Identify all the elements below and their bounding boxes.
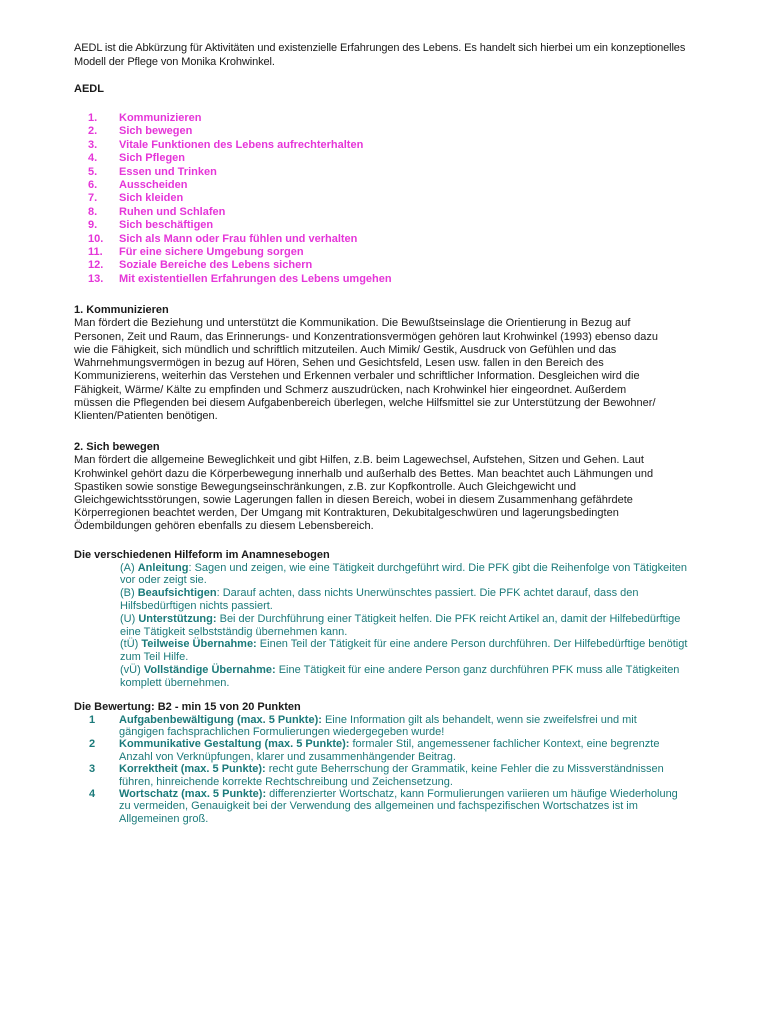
aedl-list bbox=[74, 112, 714, 286]
intro-line-1: AEDL ist die Abkürzung für Aktivitäten und existenzielle Erfahrungen des Lebens. Es handelt sich hierbei um ein konzeptionelles bbox=[74, 42, 686, 54]
aedl-list-item: 3. Vitale Funktionen des Lebens aufrechterhalten bbox=[88, 138, 364, 151]
aedl-list-item: 9. Sich beschäftigen bbox=[88, 219, 214, 232]
bewertung-item: 1 Aufgabenbewältigung (max. 5 Punkte): Eine Information gilt als behandelt, wenn sie zweifelsfrei und mit gängigen fachsprachlichen Formulierungen wiedergegeben wurde! bbox=[89, 713, 637, 738]
aedl-list-item: 6. Ausscheiden bbox=[88, 179, 188, 192]
aedl-list-item: 4. Sich Pflegen bbox=[88, 152, 186, 165]
aedl-list-item: 2. Sich bewegen bbox=[88, 125, 193, 138]
section-1-title: 1. Kommunizieren bbox=[74, 304, 169, 317]
section-1-body: Man fördert die Beziehung und unterstützt die Kommunikation. Die Bewußtseinslage die Orientierung in Bezug auf Personen, Zeit und Raum, das Erinnerungs- und Konzentrationsvermögen gehören laut Krohwinkel (1993) ebenso dazu wie die Fähigkeit, sich mündlich und schriftlich mitzuteilen. Auch Mimik/ Gestik, Ausdruck von Gefühlen und das Wahrnehmungsvermögen in bezug auf Hören, Sehen und Gesichtsfeld, Lesen usw. fallen in den Bereich des Kommunizierens, weiterhin das Verstehen und Erkennen verbaler und schriftlicher Information. Desgleichen wird die Fähigkeit, Wärme/ Kälte zu empfinden und Schmerz auszudrücken, nach Krohwinkel hier eingeordnet. Außerdem müssen die Pflegenden bei diesem Aufgabenbereich überlegen, welche Hilfsmittel sie zur Unterstützung der Bewohner/ Klienten/Patienten benötigen. bbox=[74, 317, 658, 422]
aedl-heading: AEDL bbox=[74, 83, 104, 95]
hilfeform-item: (vÜ) Vollständige Übernahme: Eine Tätigkeit für eine andere Person ganz durchführen PFK muss alle Tätigkeiten komplett übernehmen. bbox=[120, 663, 680, 689]
aedl-list-item: 8. Ruhen und Schlafen bbox=[88, 205, 226, 218]
aedl-list-item: 10. Sich als Mann oder Frau fühlen und verhalten bbox=[88, 232, 358, 245]
section-2-title: 2. Sich bewegen bbox=[74, 441, 160, 454]
bewertung-list bbox=[74, 714, 714, 826]
aedl-list-item: 5. Essen und Trinken bbox=[88, 165, 217, 178]
aedl-list-item: 1. Kommunizieren bbox=[88, 112, 202, 124]
bewertung-item: 2 Kommunikative Gestaltung (max. 5 Punkte): formaler Stil, angemessener fachlicher Kontext, eine begrenzte Anzahl von Verknüpfungen, klarer und zusammenhängender Beitrag. bbox=[89, 738, 660, 763]
hilfeform-item: (A) Anleitung: Sagen und zeigen, wie eine Tätigkeit durchgeführt wird. Die PFK gibt die Reihenfolge von Tätigkeiten vor oder zeigt sie. bbox=[120, 561, 688, 587]
bewertung-item: 4 Wortschatz (max. 5 Punkte): differenzierter Wortschatz, kann Formulierungen variieren um häufige Wiederholung zu vermeiden, Genauigkeit bei der Verwendung des allgemeinen und fachspezifischen Wortschatzes ist im Allgemeinen groß. bbox=[89, 787, 678, 825]
hilfeformen-title: Die verschiedenen Hilfeform im Anamnesebogen bbox=[74, 548, 330, 561]
document-page bbox=[74, 42, 714, 825]
hilfeform-item: (B) Beaufsichtigen: Darauf achten, dass nichts Unerwünschtes passiert. Die PFK achtet darauf, dass den Hilfsbedürftigen nichts passiert. bbox=[120, 587, 639, 612]
bewertung-item: 3 Korrektheit (max. 5 Punkte): recht gute Beherrschung der Grammatik, keine Fehler die zu Missverständnissen führen, hinreichende korrekte Rechtschreibung und Zeichensetzung. bbox=[89, 763, 664, 788]
section-2-body: Man fördert die allgemeine Beweglichkeit und gibt Hilfen, z.B. beim Lagewechsel, Aufstehen, Sitzen und Gehen. Laut Krohwinkel gehört dazu die Körperbewegung innerhalb und außerhalb des Bettes. Man beachtet auch Lähmungen und Spastiken sowie sonstige Bewegungseinschränkungen, z.B. zur Kopfkontrolle. Auch Gleichgewicht und Gleichgewichtsstörungen, sowie Lagerungen fallen in diesen Bereich, wobei in diesem Zusammenhang gefährdete Körperregionen beachtet werden, Der Umgang mit Kontrakturen, Dekubitalgeschwüren und lagerungsbedingten Ödembildungen gehören ebenfalls zu diesem Lebensbereich. bbox=[74, 454, 654, 533]
aedl-list-item: 12. Soziale Bereiche des Lebens sichern bbox=[88, 259, 313, 272]
aedl-list-item: 13. Mit existentiellen Erfahrungen des Lebens umgehen bbox=[88, 272, 392, 285]
hilfeform-item: (tÜ) Teilweise Übernahme: Einen Teil der Tätigkeit für eine andere Person durchführen. Der Hilfebedürftige benötigt zum Teil Hilfe. bbox=[120, 638, 688, 664]
intro-line-2: Modell der Pflege von Monika Krohwinkel. bbox=[74, 55, 275, 68]
aedl-list-item: 7. Sich kleiden bbox=[88, 192, 184, 205]
aedl-list-item: 11. Für eine sichere Umgebung sorgen bbox=[88, 246, 304, 259]
hilfeform-item: (U) Unterstützung: Bei der Durchführung einer Tätigkeit helfen. Die PFK reicht Artikel an, damit der Hilfebedürftige eine Tätigkeit selbstständig übernehmen kann. bbox=[120, 612, 681, 638]
bewertung-title: Die Bewertung: B2 - min 15 von 20 Punkten bbox=[74, 700, 301, 713]
hilfeformen-list bbox=[120, 562, 692, 690]
intro-paragraph bbox=[74, 42, 714, 69]
